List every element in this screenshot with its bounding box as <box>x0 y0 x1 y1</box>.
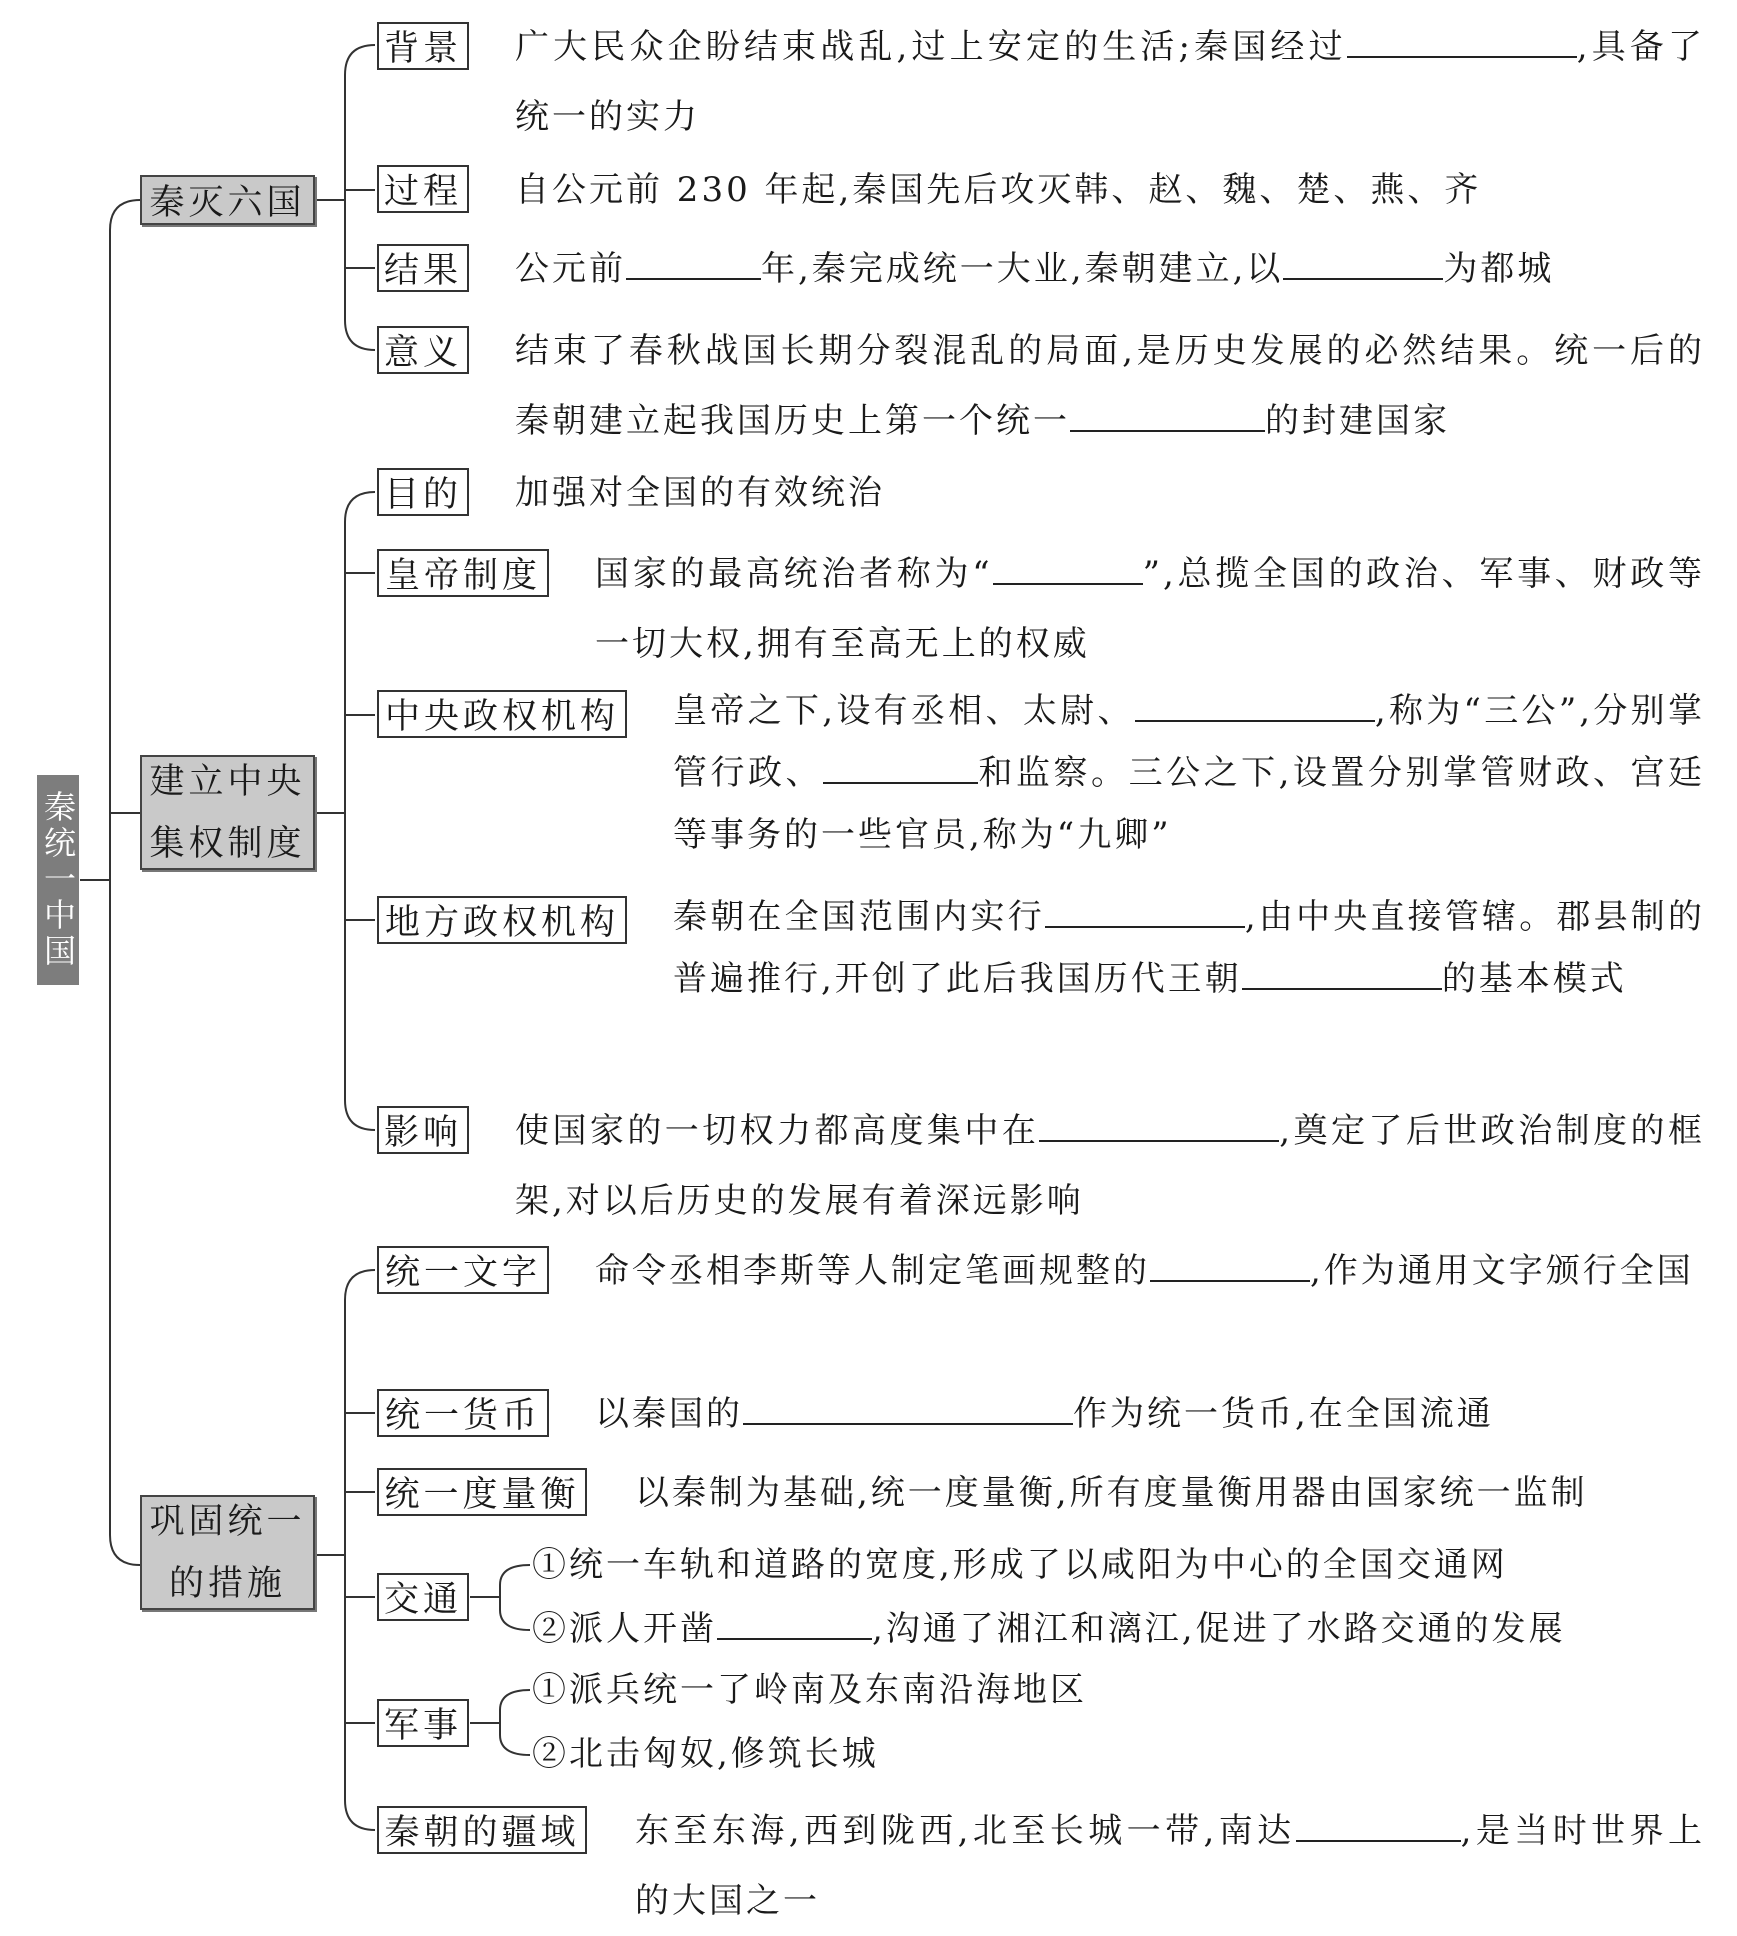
blank <box>1347 26 1577 58</box>
label-unify-script: 统一文字 <box>377 1246 549 1294</box>
text-local-3: 的基本模式 <box>1441 959 1627 999</box>
text-background-2: ,具备了统一的实力 <box>515 27 1705 137</box>
blank <box>1045 896 1245 928</box>
text-process: 自公元前 230 年起,秦国先后攻灭韩、赵、魏、楚、燕、齐 <box>515 170 1482 210</box>
blank <box>626 248 761 280</box>
text-script-2: ,作为通用文字颁行全国 <box>1310 1251 1694 1291</box>
blank <box>1150 1250 1310 1282</box>
text-influence-1: 使国家的一切权力都高度集中在 <box>515 1111 1040 1151</box>
text-result-3: 为都城 <box>1443 249 1555 289</box>
label-process: 过程 <box>377 165 469 213</box>
label-result: 结果 <box>377 244 469 292</box>
text-central-3: 和监察。三公之下,设置分别掌管财政、宫廷等事务的一些官员,称为“九卿” <box>673 753 1705 855</box>
text-transport-2b: ,沟通了湘江和漓江,促进了水路交通的发展 <box>872 1609 1566 1649</box>
label-influence: 影响 <box>377 1106 469 1154</box>
text-background <box>515 12 1705 152</box>
text-significance-1: 结束了春秋战国长期分裂混乱的局面,是历史发展的必然结果。统一后的秦朝建立起我国历史上第一个统一 <box>515 331 1705 441</box>
text-central-government <box>673 680 1705 866</box>
text-local-2: ,由中央直接管辖。郡县制的普遍推行,开创了此后我国历代王朝 <box>673 897 1705 999</box>
label-unify-measures: 统一度量衡 <box>377 1468 587 1516</box>
branch-consolidation-line1: 巩固统一 <box>149 1501 306 1542</box>
blank <box>1283 248 1443 280</box>
text-currency-2: 作为统一货币,在全国流通 <box>1073 1394 1494 1434</box>
label-transport: 交通 <box>377 1573 469 1621</box>
blank <box>993 553 1143 585</box>
text-transport-2 <box>532 1598 1566 1660</box>
root-node: 秦统一中国 <box>37 775 79 985</box>
text-emperor-system <box>595 539 1705 679</box>
text-influence-2: ,奠定了后世政治制度的框架,对以后历史的发展有着深远影响 <box>515 1111 1705 1221</box>
label-local-government: 地方政权机构 <box>377 896 627 944</box>
branch-central-system-line2: 集权制度 <box>149 823 306 864</box>
text-transport-2a: ②派人开凿 <box>532 1609 717 1649</box>
text-territory-1: 东至东海,西到陇西,北至长城一带,南达 <box>635 1811 1296 1851</box>
text-unify-script <box>595 1236 1705 1306</box>
text-significance-2: 的封建国家 <box>1265 401 1450 441</box>
label-unify-currency: 统一货币 <box>377 1389 549 1437</box>
text-military-2: ②北击匈奴,修筑长城 <box>532 1734 879 1774</box>
text-transport-1: ①统一车轨和道路的宽度,形成了以咸阳为中心的全国交通网 <box>532 1545 1508 1585</box>
branch-central-system-line1: 建立中央 <box>149 761 306 802</box>
blank <box>1242 958 1442 990</box>
blank <box>1039 1110 1279 1142</box>
label-territory: 秦朝的疆域 <box>377 1806 587 1854</box>
branch-consolidation-line2: 的措施 <box>168 1563 286 1604</box>
label-background: 背景 <box>377 22 469 70</box>
label-significance: 意义 <box>377 326 469 374</box>
text-local-government <box>673 886 1705 1010</box>
text-emperor-1: 国家的最高统治者称为“ <box>595 554 993 594</box>
blank <box>1296 1810 1461 1842</box>
blank <box>743 1393 1073 1425</box>
text-result-2: 年,秦完成统一大业,秦朝建立,以 <box>761 249 1284 289</box>
text-result-1: 公元前 <box>515 249 626 289</box>
blank <box>1135 690 1375 722</box>
branch-consolidation <box>140 1495 315 1610</box>
label-central-government: 中央政权机构 <box>377 690 627 738</box>
text-purpose: 加强对全国的有效统治 <box>515 473 885 513</box>
text-unify-currency <box>595 1379 1705 1449</box>
text-script-1: 命令丞相李斯等人制定笔画规整的 <box>595 1251 1150 1291</box>
blank <box>823 752 978 784</box>
branch-qin-conquest: 秦灭六国 <box>140 175 315 225</box>
text-influence <box>515 1096 1705 1236</box>
text-central-1: 皇帝之下,设有丞相、太尉、 <box>673 691 1135 731</box>
branch-central-system <box>140 755 315 870</box>
text-background-1: 广大民众企盼结束战乱,过上安定的生活;秦国经过 <box>515 27 1347 67</box>
text-local-1: 秦朝在全国范围内实行 <box>673 897 1045 937</box>
label-emperor-system: 皇帝制度 <box>377 549 549 597</box>
text-central-2: ,称为“三公”,分别掌管行政、 <box>673 691 1705 793</box>
blank <box>1070 400 1265 432</box>
text-result <box>515 234 1705 304</box>
blank <box>717 1608 872 1640</box>
label-military: 军事 <box>377 1699 469 1747</box>
text-unify-measures: 以秦制为基础,统一度量衡,所有度量衡用器由国家统一监制 <box>635 1473 1588 1513</box>
text-significance <box>515 316 1705 456</box>
text-currency-1: 以秦国的 <box>595 1394 743 1434</box>
text-emperor-2: ”,总揽全国的政治、军事、财政等一切大权,拥有至高无上的权威 <box>595 554 1705 664</box>
label-purpose: 目的 <box>377 468 469 516</box>
text-territory-2: ,是当时世界上的大国之一 <box>635 1811 1706 1921</box>
text-military-1: ①派兵统一了岭南及东南沿海地区 <box>532 1670 1087 1710</box>
text-territory <box>635 1796 1705 1936</box>
